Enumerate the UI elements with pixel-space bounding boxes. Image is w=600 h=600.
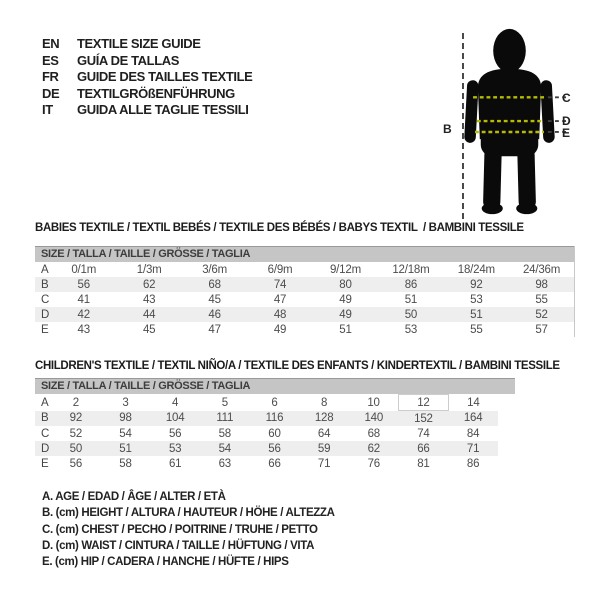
size-value-cell: 24/36m (522, 263, 561, 276)
table-row (35, 307, 575, 322)
row-label: A (41, 396, 49, 409)
size-value-cell: 80 (339, 278, 352, 291)
hip-measure-label: E (562, 126, 571, 140)
row-label: D (41, 442, 50, 455)
size-value-cell: 86 (404, 278, 418, 291)
size-value-cell: 1/3m (136, 263, 162, 276)
size-value-cell: 44 (142, 308, 156, 321)
row-label: C (41, 427, 50, 440)
guide-title: GUIDE DES TAILLES TEXTILE (77, 69, 253, 85)
legend-item: D. (cm) WAIST / CINTURA / TAILLE / HÜFTUNG / VITA (42, 539, 315, 552)
size-value-cell: 49 (273, 323, 287, 336)
size-value-cell: 56 (77, 278, 90, 291)
child-measurement-figure (440, 15, 590, 227)
size-value-cell: 4 (172, 396, 179, 409)
table-row (35, 322, 575, 337)
size-value-cell: 49 (339, 308, 352, 321)
size-value-cell: 62 (142, 278, 156, 291)
row-label: E (41, 457, 49, 470)
size-value-cell: 140 (364, 412, 384, 425)
size-value-cell: 47 (273, 293, 287, 306)
size-value-cell: 54 (119, 427, 132, 440)
size-value-cell: 3 (122, 396, 129, 409)
size-value-cell: 61 (168, 457, 182, 470)
language-row (42, 53, 252, 70)
size-value-cell: 0/1m (71, 263, 97, 276)
size-value-cell: 58 (218, 427, 231, 440)
size-value-cell: 84 (466, 427, 480, 440)
table-row (35, 411, 498, 427)
size-value-cell: 10 (367, 396, 380, 409)
size-value-cell: 53 (168, 442, 182, 455)
table-row (35, 441, 498, 456)
legend-item: A. AGE / EDAD / ÂGE / ALTER / ETÀ (42, 491, 226, 503)
size-value-cell: 64 (317, 427, 331, 440)
size-value-cell: 74 (273, 278, 287, 291)
size-value-cell: 52 (535, 308, 548, 321)
size-value-cell: 59 (317, 442, 331, 455)
table-row (35, 262, 575, 277)
row-label: C (41, 293, 50, 306)
children-size-table (35, 394, 498, 471)
measurement-legend (42, 489, 335, 570)
size-value-cell: 50 (404, 308, 418, 321)
size-value-cell: 66 (268, 457, 281, 470)
size-value-cell: 51 (339, 323, 352, 336)
size-value-cell: 116 (265, 412, 284, 425)
language-title-list (42, 36, 252, 119)
size-value-cell: 2 (72, 396, 79, 409)
size-value-cell: 9/12m (329, 263, 361, 276)
size-value-cell: 43 (142, 293, 156, 306)
chest-measure-label: C (562, 91, 571, 105)
size-value-cell: 98 (119, 412, 132, 425)
size-value-cell: 18/24m (457, 263, 495, 276)
size-value-cell: 98 (535, 278, 548, 291)
size-value-cell: 92 (69, 412, 83, 425)
row-label: E (41, 323, 49, 336)
row-label: B (41, 278, 49, 291)
language-code: ES (42, 52, 59, 68)
size-value-cell: 8 (321, 396, 328, 409)
size-value-cell: 66 (417, 442, 430, 455)
size-value-cell: 53 (404, 323, 418, 336)
babies-size-table (35, 262, 575, 337)
language-row (42, 86, 252, 103)
size-value-cell: 55 (470, 323, 483, 336)
legend-item: C. (cm) CHEST / PECHO / POITRINE / TRUHE / PETTO (42, 523, 318, 536)
size-value-cell: 92 (470, 278, 483, 291)
size-value-cell: 51 (470, 308, 483, 321)
table-row (35, 277, 575, 292)
size-value-cell: 128 (314, 412, 334, 425)
child-silhouette (452, 27, 567, 217)
size-value-cell: 62 (367, 442, 380, 455)
size-value-cell: 45 (208, 293, 221, 306)
size-value-cell: 104 (165, 412, 185, 425)
size-value-cell: 68 (208, 278, 221, 291)
size-value-cell: 48 (273, 308, 287, 321)
size-value-cell: 74 (417, 427, 430, 440)
size-value-cell: 41 (77, 293, 90, 306)
size-value-cell: 6/9m (267, 263, 293, 276)
guide-title: TEXTILE SIZE GUIDE (77, 36, 201, 51)
size-value-cell: 12 (399, 395, 449, 411)
size-value-cell: 57 (535, 323, 548, 336)
size-value-cell: 51 (404, 293, 418, 306)
size-value-cell: 51 (119, 442, 132, 455)
size-value-cell: 50 (69, 442, 83, 455)
row-label: A (41, 263, 49, 276)
size-value-cell: 56 (69, 457, 83, 470)
size-value-cell: 42 (77, 308, 90, 321)
table-row (35, 395, 498, 411)
guide-title: TEXTILGRÖßENFÜHRUNG (77, 85, 235, 101)
size-value-cell: 164 (463, 412, 483, 425)
size-value-cell: 49 (339, 293, 352, 306)
size-value-cell: 52 (69, 427, 83, 440)
size-value-cell: 45 (142, 323, 156, 336)
guide-title: GUIDA ALLE TAGLIE TESSILI (77, 102, 249, 118)
children-section-heading: CHILDREN'S TEXTILE / TEXTIL NIÑO/A / TEXTILE DES ENFANTS / KINDERTEXTIL / BAMBINI TESSILE (35, 360, 560, 372)
size-value-cell: 63 (218, 457, 231, 470)
size-value-cell: 6 (271, 396, 278, 409)
language-code: DE (42, 85, 60, 101)
size-value-cell: 54 (218, 442, 231, 455)
legend-item: B. (cm) HEIGHT / ALTURA / HAUTEUR / HÖHE / ALTEZZA (42, 507, 335, 520)
legend-item: E. (cm) HIP / CADERA / HANCHE / HÜFTE / HIPS (42, 556, 289, 569)
size-value-cell: 53 (470, 293, 483, 306)
babies-size-header-label: SIZE / TALLA / TAILLE / GRÖSSE / TAGLIA (41, 248, 251, 260)
size-value-cell: 71 (317, 457, 331, 470)
size-value-cell: 111 (216, 412, 234, 425)
size-value-cell: 76 (367, 457, 380, 470)
height-measure-label: B (443, 122, 452, 136)
children-size-header (35, 378, 515, 394)
babies-size-header (35, 246, 575, 262)
size-value-cell: 12/18m (392, 263, 430, 276)
size-value-cell: 58 (119, 457, 132, 470)
size-value-cell: 55 (535, 293, 548, 306)
size-value-cell: 86 (466, 457, 480, 470)
size-value-cell: 81 (417, 457, 430, 470)
size-value-cell: 56 (168, 427, 182, 440)
language-code: EN (42, 36, 60, 51)
size-value-cell: 60 (268, 427, 281, 440)
size-value-cell: 152 (414, 412, 433, 425)
children-size-header-label: SIZE / TALLA / TAILLE / GRÖSSE / TAGLIA (41, 380, 251, 392)
size-value-cell: 43 (77, 323, 90, 336)
table-row (35, 292, 575, 307)
guide-title: GUÍA DE TALLAS (77, 52, 180, 68)
language-row (42, 69, 252, 86)
row-label: D (41, 308, 50, 321)
language-code: IT (42, 102, 53, 118)
language-row (42, 36, 252, 53)
size-value-cell: 56 (268, 442, 281, 455)
babies-section-heading: BABIES TEXTILE / TEXTIL BEBÉS / TEXTILE DES BÉBÉS / BABYS TEXTIL / BAMBINI TESSILE (35, 222, 524, 234)
language-row (42, 102, 252, 119)
size-value-cell: 71 (466, 442, 480, 455)
table-row (35, 456, 498, 471)
size-value-cell: 5 (221, 396, 228, 409)
table-row (35, 426, 498, 441)
size-value-cell: 68 (367, 427, 380, 440)
size-value-cell: 14 (467, 396, 480, 409)
waist-measure-label: D (562, 114, 571, 128)
size-value-cell: 46 (208, 308, 221, 321)
row-label: B (41, 412, 49, 425)
size-value-cell: 3/6m (202, 263, 227, 276)
babies-table-right-border (574, 246, 575, 337)
language-code: FR (42, 69, 59, 85)
size-value-cell: 47 (208, 323, 221, 336)
